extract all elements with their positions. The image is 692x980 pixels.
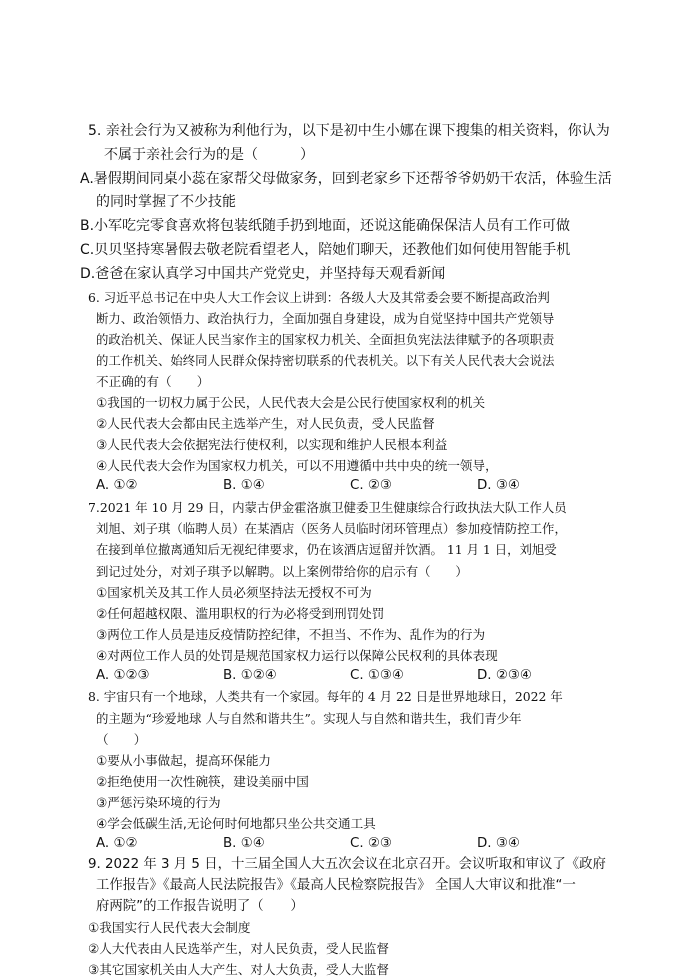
question-7-option-c: C. ①③④ xyxy=(350,667,404,683)
question-9-statement: ①我国实行人民代表大会制度 xyxy=(88,920,251,936)
question-5-stem: 不属于亲社会行为的是（ ） xyxy=(104,146,314,163)
question-5-option-d: D.爸爸在家认真学习中国共产党党史，并坚持每天观看新闻 xyxy=(80,265,446,282)
question-6-option-b: B. ①④ xyxy=(223,478,265,494)
question-7-option-d: D. ②③④ xyxy=(477,667,532,683)
question-7-stem: 7.2021 年 10 月 29 日，内蒙古伊金霍洛旗卫健委卫生健康综合行政执法大队工作人员 xyxy=(88,499,567,515)
question-5-option-c: C.贝贝坚持寒暑假去敬老院看望老人，陪她们聊天，还教他们如何使用智能手机 xyxy=(80,241,571,258)
question-8 xyxy=(80,686,652,854)
question-8-stem: 8. 宇宙只有一个地球，人类共有一个家园。每年的 4 月 22 日是世界地球日，2022 年 xyxy=(88,689,563,705)
question-8-options xyxy=(80,834,652,855)
question-6-stem: 的工作机关、始终同人民群众保持密切联系的代表机关。以下有关人民代表大会说法 xyxy=(96,353,555,369)
question-7-options xyxy=(80,666,652,687)
question-8-statement: ③严惩污染环境的行为 xyxy=(96,794,221,810)
question-6-option-a: A. ①② xyxy=(96,478,138,494)
question-8-stem: （ ） xyxy=(96,731,147,747)
question-8-option-c: C. ②③ xyxy=(350,835,392,851)
question-8-option-a: A. ①② xyxy=(96,835,138,851)
question-7 xyxy=(80,497,652,686)
question-7-option-b: B. ①②④ xyxy=(223,667,277,683)
question-7-stem: 在接到单位撤离通知后无视纪律要求，仍在该酒店逗留并饮酒。 11 月 1 日，刘旭受 xyxy=(96,542,557,558)
question-6-options xyxy=(80,476,652,497)
question-6-stem: 的政治机关、保证人民当家作主的国家权力机关、全面担负宪法法律赋予的各项职责 xyxy=(96,331,555,347)
question-9 xyxy=(80,854,652,980)
question-6-stem: 6. 习近平总书记在中央人大工作会议上讲到：各级人大及其常委会要不断提高政治判 xyxy=(88,289,550,305)
question-9-statement: ②人大代表由人民选举产生，对人民负责，受人民监督 xyxy=(88,941,389,957)
question-6 xyxy=(80,287,652,497)
question-7-stem: 刘旭、刘子琪（临聘人员）在某酒店（医务人员临时闭环管理点）参加疫情防控工作， xyxy=(96,521,567,537)
question-7-statement: ③两位工作人员是违反疫情防控纪律，不担当、不作为、乱作为的行为 xyxy=(96,626,486,642)
question-7-option-a: A. ①②③ xyxy=(96,667,150,683)
question-6-stem: 不正确的有（ ） xyxy=(96,374,210,390)
question-8-stem: 的主题为“珍爱地球 人与自然和谐共生”。实现人与自然和谐共生，我们青少年 xyxy=(96,710,522,726)
question-6-statement: ③人民代表大会依据宪法行使权利，以实现和维护人民根本利益 xyxy=(96,437,448,453)
question-8-option-d: D. ③④ xyxy=(477,835,520,851)
question-5-option-a: A.暑假期间同桌小蕊在家帮父母做家务，回到老家乡下还帮爷爷奶奶干农活，体验生活 xyxy=(80,170,612,187)
question-8-statement: ②拒绝使用一次性碗筷，建设美丽中国 xyxy=(96,773,309,789)
question-6-statement: ①我国的一切权力属于公民，人民代表大会是公民行使国家权利的机关 xyxy=(96,395,486,411)
question-9-stem: 9. 2022 年 3 月 5 日，十三届全国人大五次会议在北京召开。会议听取和审议了《政府 xyxy=(88,857,606,873)
question-9-statement: ③其它国家机关由人大产生、对人大负责，受人大监督 xyxy=(88,962,389,978)
question-5 xyxy=(80,120,652,287)
question-9-stem: 工作报告》《最高人民法院报告》《最高人民检察院报告》 全国人大审议和批准“一 xyxy=(96,878,576,894)
question-7-stem: 到记过处分，对刘子琪予以解聘。以上案例带给你的启示有（ ） xyxy=(96,563,468,579)
question-5-option-a: 的同时掌握了不少技能 xyxy=(96,194,236,211)
question-6-statement: ④人民代表大会作为国家权力机关，可以不用遵循中共中央的统一领导， xyxy=(96,458,498,474)
question-5-stem: 5. 亲社会行为又被称为利他行为，以下是初中生小娜在课下搜集的相关资料，你认为 xyxy=(88,123,610,139)
question-7-statement: ①国家机关及其工作人员必须坚持法无授权不可为 xyxy=(96,584,372,600)
question-6-stem: 断力、政治领悟力、政治执行力，全面加强自身建设，成为自觉坚持中国共产党领导 xyxy=(96,310,555,326)
question-6-statement: ②人民代表大会都由民主选举产生，对人民负责，受人民监督 xyxy=(96,416,435,432)
question-6-option-c: C. ②③ xyxy=(350,478,392,494)
question-8-option-b: B. ①④ xyxy=(223,835,265,851)
question-8-statement: ④学会低碳生活,无论何时何地都只坐公共交通工具 xyxy=(96,815,376,831)
question-5-option-b: B.小军吃完零食喜欢将包装纸随手扔到地面，还说这能确保保洁人员有工作可做 xyxy=(80,218,571,235)
question-7-statement: ②任何超越权限、滥用职权的行为必将受到刑罚处罚 xyxy=(96,605,385,621)
question-8-statement: ①要从小事做起，提高环保能力 xyxy=(96,752,272,768)
question-6-option-d: D. ③④ xyxy=(477,478,520,494)
question-7-statement: ④对两位工作人员的处罚是规范国家权力运行以保障公民权利的具体表现 xyxy=(96,647,498,663)
question-9-stem: 府两院”的工作报告说明了（ ） xyxy=(96,899,304,915)
